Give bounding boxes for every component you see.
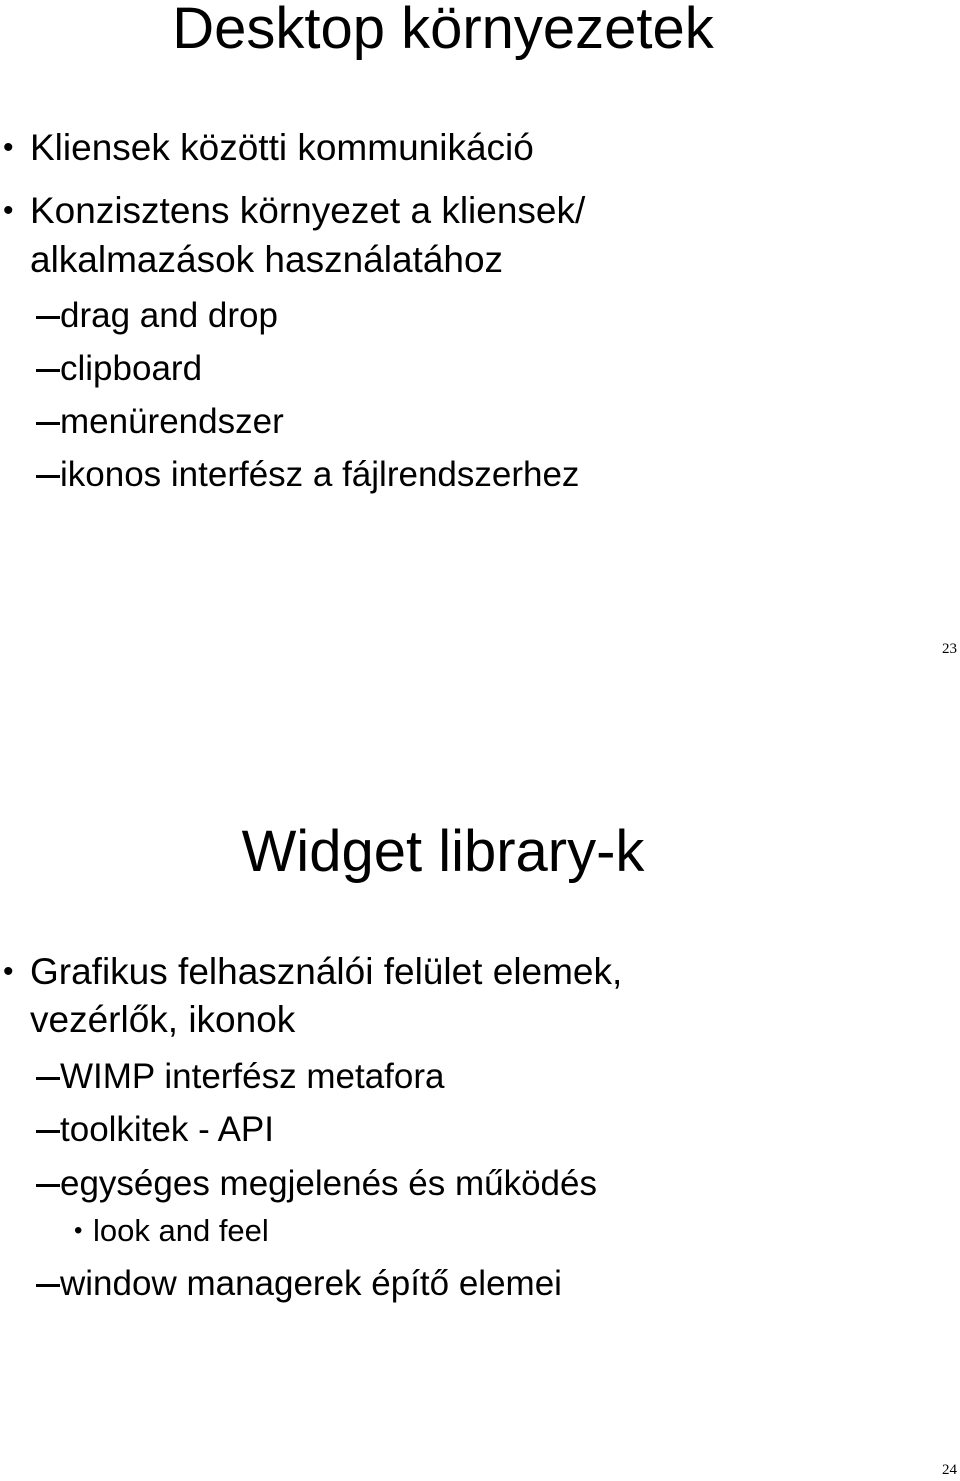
dash-icon <box>36 475 60 478</box>
slide-title: Desktop környezetek <box>172 0 714 61</box>
dash-icon <box>36 316 60 319</box>
dash-icon <box>36 1284 60 1287</box>
sub-item: window managerek építő elemei <box>60 1264 562 1303</box>
bullet-item: Konzisztens környezet a kliensek/ <box>30 190 586 231</box>
bullet-icon: • <box>3 194 14 227</box>
sub-sub-item: look and feel <box>93 1213 269 1248</box>
dash-icon <box>36 369 60 372</box>
page-number: 24 <box>942 1462 957 1478</box>
slide-desktop-environments <box>0 0 960 670</box>
sub-item: toolkitek - API <box>60 1110 274 1149</box>
dash-icon <box>36 422 60 425</box>
slide-title: Widget library-k <box>241 819 645 884</box>
bullet-item-continuation: vezérlők, ikonok <box>30 999 296 1040</box>
sub-item: menürendszer <box>60 402 284 441</box>
dash-icon <box>36 1130 60 1133</box>
sub-item: clipboard <box>60 349 203 388</box>
slide-widget-libraries <box>0 740 960 1481</box>
bullet-icon: • <box>3 955 14 988</box>
sub-item: drag and drop <box>60 296 278 335</box>
bullet-item: Kliensek közötti kommunikáció <box>30 127 534 168</box>
dash-icon <box>36 1077 60 1080</box>
bullet-icon: • <box>3 131 14 164</box>
bullet-item: Grafikus felhasználói felület elemek, <box>30 951 623 992</box>
sub-item: WIMP interfész metafora <box>60 1057 445 1096</box>
dash-icon <box>36 1184 60 1187</box>
bullet-item-continuation: alkalmazások használatához <box>30 239 504 280</box>
page-number: 23 <box>942 641 957 657</box>
bullet-icon: • <box>74 1217 83 1244</box>
sub-item: egységes megjelenés és működés <box>60 1164 597 1203</box>
sub-item: ikonos interfész a fájlrendszerhez <box>60 455 580 494</box>
